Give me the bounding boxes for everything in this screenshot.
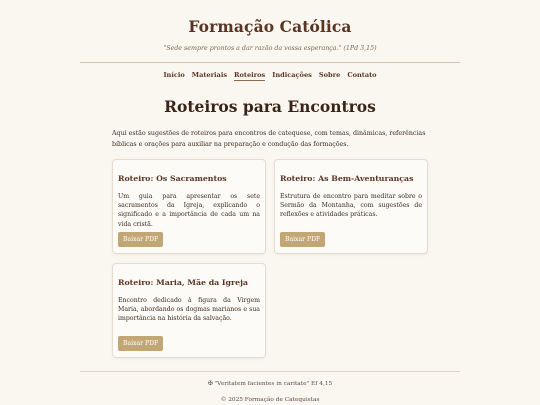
card-description: Estrutura de encontro para meditar sobre o Sermão da Montanha, com sugestões de reflexões e atividades práticas. — [280, 193, 422, 219]
footer-copyright: © 2025 Formação de Catequistas — [220, 397, 320, 403]
card-description: Encontro dedicado à figura da Virgem Maria, abordando os dogmas marianos e sua importância na história da salvação. — [118, 297, 260, 323]
nav-item-contato[interactable]: Contato — [347, 71, 377, 79]
card-title: Roteiro: As Bem-Aventuranças — [280, 174, 414, 183]
card-description: Um guia para apresentar os sete sacramentos da Igreja, explicando o significado e a importância de cada um na vida cristã. — [118, 193, 260, 228]
footer-divider — [80, 371, 460, 372]
tagline: "Sede sempre prontos a dar razão da vossa esperança." (1Pd 3,15) — [163, 45, 377, 52]
nav-item-sobre[interactable]: Sobre — [318, 71, 341, 79]
download-pdf-button[interactable]: Baixar PDF — [118, 336, 163, 351]
nav-item-materiais[interactable]: Materiais — [191, 71, 228, 79]
download-pdf-button[interactable]: Baixar PDF — [118, 232, 163, 247]
intro-text: Aqui estão sugestões de roteiros para encontros de catequese, com temas, dinâmicas, referências bíblicas e orações para auxiliar na preparação e condução das formações. — [112, 130, 426, 148]
roteiro-card-sacramentos — [112, 159, 266, 254]
page-title: Roteiros para Encontros — [164, 97, 376, 116]
card-title: Roteiro: Os Sacramentos — [118, 174, 227, 183]
roteiro-card-maria — [112, 263, 266, 358]
site-title: Formação Católica — [188, 17, 352, 36]
main-nav — [0, 71, 540, 81]
nav-item-indicacoes[interactable]: Indicações — [272, 71, 312, 79]
card-title: Roteiro: Maria, Mãe da Igreja — [118, 278, 248, 287]
nav-item-roteiros[interactable]: Roteiros — [234, 71, 266, 79]
download-pdf-button[interactable]: Baixar PDF — [280, 232, 325, 247]
header-divider — [80, 62, 460, 63]
footer-quote: ✠ "Veritatem facientes in caritate" Ef 4,15 — [207, 381, 333, 387]
nav-item-inicio[interactable]: Início — [163, 71, 185, 79]
roteiro-card-bem-aventurancas — [274, 159, 428, 254]
